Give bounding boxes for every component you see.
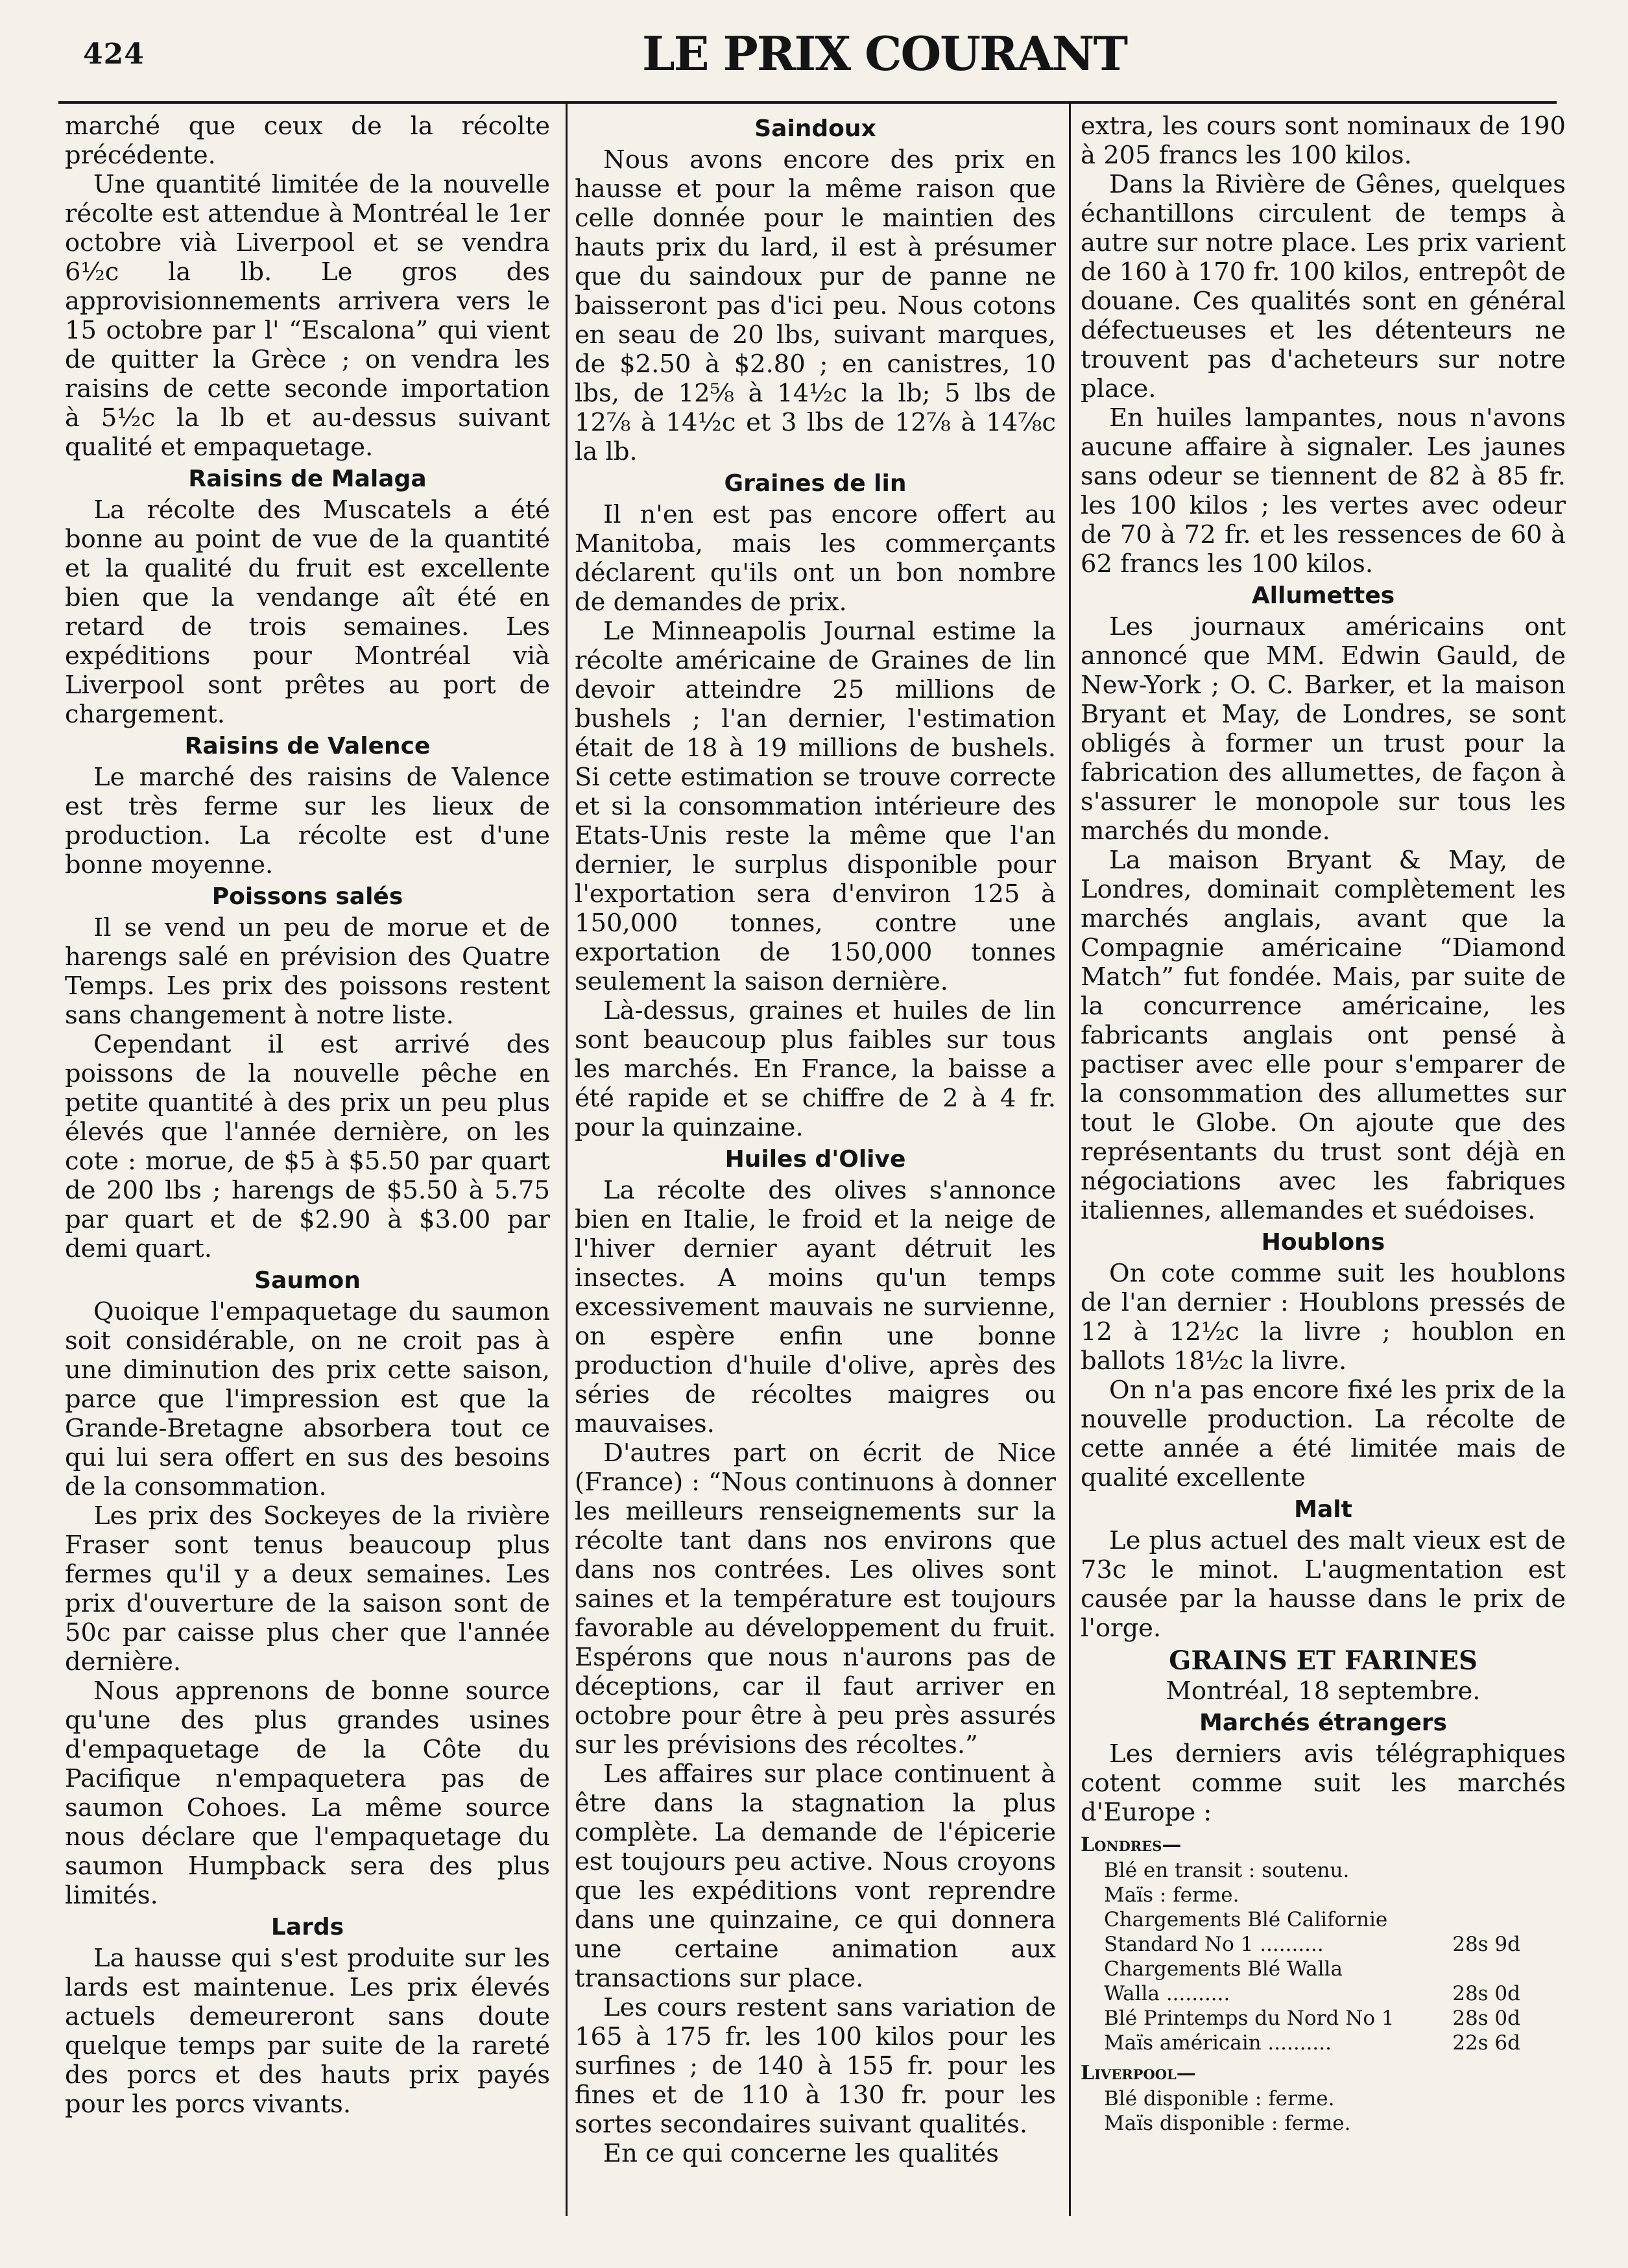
quote-row (1104, 2031, 1566, 2055)
paragraph: On cote comme suit les houblons de l'an dernier : Houblons pressés de 12 à 12½c la livre ; houblon en ballots 18½c la livre. (1081, 1259, 1566, 1376)
paragraph: Le marché des raisins de Valence est très ferme sur les lieux de production. La récolte est d'une bonne moyenne. (65, 763, 550, 879)
page-number: 424 (83, 38, 145, 71)
quote-label: Standard No 1 .......... (1104, 1933, 1324, 1956)
paragraph: En ce qui concerne les qualités (603, 2139, 999, 2168)
quote-line: Blé en transit : soutenu. (1104, 1859, 1350, 1882)
paragraph: Cependant il est arrivé des poissons de la nouvelle pêche en petite quantité à des prix un peu plus élevés que l'année dernière, on les cote : morue, de $5 à $5.50 par quart de 200 lbs ; harengs de $5.50 à 5.75 par quart et de $2.90 à $3.00 par demi quart. (65, 1030, 550, 1263)
paragraph: Dans la Rivière de Gênes, quelques échantillons circulent de temps à autre sur notre place. Les prix varient de 160 à 170 fr. 100 kilos, entrepôt de douane. Ces qualités sont en général défectueuses et les détenteurs ne trouvent pas d'acheteurs sur notre place. (1081, 170, 1566, 403)
paragraph: Les prix des Sockeyes de la rivière Fraser sont tenus beaucoup plus fermes qu'il y a deux semaines. Les prix d'ouverture de la saison sont de 50c par caisse plus cher que l'année dernière. (65, 1501, 550, 1677)
paragraph: La maison Bryant & May, de Londres, dominait complètement les marchés anglais, avant que la Compagnie américaine “Diamond Match” fut fondée. Mais, par suite de la concurrence américaine, les fabricants anglais ont pensé à pactiser avec elle pour s'emparer de la consommation des allumettes sur tout le Globe. On ajoute que des représentants du trust sont déjà en négociations avec les fabriques italiennes, allemandes et suédoises. (1081, 846, 1566, 1225)
section-heading: Graines de lin (724, 470, 907, 497)
quote-label: Walla .......... (1104, 1982, 1230, 2005)
dateline: Montréal, 18 septembre. (1166, 1677, 1481, 1706)
paragraph: Les affaires sur place continuent à être dans la stagnation la plus complète. La demande de l'épicerie est toujours peu active. Nous croyons que les expéditions vont reprendre dans une quinzaine, ce qui donnera une certaine animation aux transactions sur place. (575, 1760, 1056, 1993)
quote-line: Maïs : ferme. (1104, 1883, 1239, 1907)
paragraph: Le Minneapolis Journal estime la récolte américaine de Graines de lin devoir atteindre 25 millions de bushels ; l'an dernier, l'estimation était de 18 à 19 millions de bushels. Si cette estimation se trouve correcte et si la consommation intérieure des Etats-Unis reste la même que l'an dernier, le surplus disponible pour l'exportation sera d'environ 125 à 150,000 tonnes, contre une exportation de 150,000 tonnes seulement la saison dernière. (575, 617, 1056, 996)
section-heading-large: GRAINS ET FARINES (1169, 1645, 1478, 1676)
section-heading: Raisins de Valence (184, 733, 431, 759)
quote-line: Chargements Blé Walla (1104, 1957, 1343, 1981)
paragraph: En huiles lampantes, nous n'avons aucune affaire à signaler. Les jaunes sans odeur se tiennent de 82 à 85 fr. les 100 kilos ; les vertes avec odeur de 70 à 72 fr. et les ressences de 60 à 62 francs les 100 kilos. (1081, 403, 1566, 579)
column-2 (575, 112, 1056, 2216)
paragraph: Là-dessus, graines et huiles de lin sont beaucoup plus faibles sur tous les marchés. En France, la baisse a été rapide et se chiffre de 2 à 4 fr. pour la quinzaine. (575, 996, 1056, 1142)
quote-label: Maïs américain .......... (1104, 2031, 1332, 2055)
paragraph: Une quantité limitée de la nouvelle récolte est attendue à Montréal le 1er octobre vià Liverpool et se vendra 6½c la lb. Le gros des approvisionnements arrivera vers le 15 octobre par l' “Escalona” qui vient de quitter la Grèce ; on vendra les raisins de cette seconde importation à 5½c la lb et au-dessus suivant qualité et empaquetage. (65, 170, 550, 462)
section-heading: Saindoux (754, 115, 876, 142)
quote-line: Blé disponible : ferme. (1104, 2087, 1335, 2110)
quote-label: Blé Printemps du Nord No 1 (1104, 2007, 1395, 2030)
quote-row (1104, 1981, 1566, 2006)
paragraph: Il n'en est pas encore offert au Manitoba, mais les commerçants déclarent qu'ils ont un bon nombre de demandes de prix. (575, 500, 1056, 617)
column-rule (566, 104, 568, 2216)
paragraph: Nous apprenons de bonne source qu'une des plus grandes usines d'empaquetage de la Côte du Pacifique n'empaquetera pas de saumon Cohoes. La même source nous déclare que l'empaquetage du saumon Humpback sera des plus limités. (65, 1677, 550, 1910)
paragraph: On n'a pas encore fixé les prix de la nouvelle production. La récolte de cette année a été limitée mais de qualité excellente (1081, 1376, 1566, 1492)
paragraph: extra, les cours sont nominaux de 190 à 205 francs les 100 kilos. (1081, 112, 1566, 170)
section-heading: Marchés étrangers (1199, 1710, 1447, 1736)
section-heading: Raisins de Malaga (188, 466, 427, 492)
paragraph: La récolte des olives s'annonce bien en Italie, le froid et la neige de l'hiver dernier ayant détruit les insectes. A moins qu'un temps excessivement mauvais ne survienne, on espère enfin une bonne production d'huile d'olive, après des séries de récoltes maigres ou mauvaises. (575, 1176, 1056, 1438)
paragraph: Les cours restent sans variation de 165 à 175 fr. les 100 kilos pour les surfines ; de 140 à 155 fr. pour les fines et de 110 à 130 fr. pour les sortes secondaires suivant qualités. (575, 1993, 1056, 2139)
paragraph: D'autres part on écrit de Nice (France) : “Nous continuons à donner les meilleurs renseignements sur la récolte tant dans nos environs que dans nos contrées. Les olives sont saines et la température est toujours favorable au développement du fruit. Espérons que nous n'aurons pas de déceptions, car il faut arriver en octobre pour être à peu près assurés sur les prévisions des récoltes.” (575, 1438, 1056, 1760)
paragraph: Nous avons encore des prix en hausse et pour la même raison que celle donnée pour le maintien des hauts prix du lard, il est à présumer que du saindoux pur de panne ne baisseront pas d'ici peu. Nous cotons en seau de 20 lbs, suivant marques, de $2.50 à $2.80 ; en canistres, 10 lbs, de 12⅝ à 14½c la lb; 5 lbs de 12⅞ à 14½c et 3 lbs de 12⅞ à 14⅞c la lb. (575, 145, 1056, 466)
paragraph: Les derniers avis télégraphiques cotent comme suit les marchés d'Europe : (1081, 1739, 1566, 1827)
paragraph: Le plus actuel des malt vieux est de 73c le minot. L'augmentation est causée par la hausse dans le prix de l'orge. (1081, 1526, 1566, 1643)
section-heading: Lards (270, 1914, 344, 1940)
top-rule (58, 101, 1557, 104)
column-1 (65, 112, 550, 2216)
quote-value: 28s 0d (1452, 1982, 1520, 2005)
market-label-london: Londres— (1081, 1833, 1182, 1856)
quote-value: 28s 9d (1452, 1933, 1520, 1956)
section-heading: Allumettes (1251, 582, 1395, 609)
paragraph: Les journaux américains ont annoncé que MM. Edwin Gauld, de New-York ; O. C. Barker, et la maison Bryant et May, de Londres, se sont obligés à former un trust pour la fabrication des allumettes, de façon à s'assurer le monopole sur tous les marchés du monde. (1081, 612, 1566, 846)
section-heading: Huiles d'Olive (724, 1146, 906, 1173)
quote-row (1104, 1932, 1566, 1957)
section-heading: Saumon (254, 1267, 361, 1294)
market-label-liverpool: Liverpool— (1081, 2062, 1196, 2084)
paragraph: Quoique l'empaquetage du saumon soit considérable, on ne croit pas à une diminution des prix cette saison, parce que l'impression est que la Grande-Bretagne absorbera tout ce qui lui sera offert en sus des besoins de la consommation. (65, 1297, 550, 1501)
paragraph: marché que ceux de la récolte précédente. (65, 112, 550, 170)
quote-line: Chargements Blé Californie (1104, 1908, 1388, 1931)
paragraph: La récolte des Muscatels a été bonne au point de vue de la quantité et la qualité du fruit est excellente bien que la vendange aît été en retard de trois semaines. Les expéditions pour Montréal vià Liverpool sont prêtes au port de chargement. (65, 495, 550, 729)
quote-value: 22s 6d (1452, 2031, 1520, 2055)
market-quotes-liverpool (1081, 2086, 1566, 2136)
paragraph: La hausse qui s'est produite sur les lards est maintenue. Les prix élevés actuels demeureront sans doute quelque temps par suite de la rareté des porcs et des hauts prix payés pour les porcs vivants. (65, 1944, 550, 2119)
section-heading: Malt (1294, 1496, 1352, 1523)
quote-line: Maïs disponible : ferme. (1104, 2112, 1351, 2135)
quote-value: 28s 0d (1452, 2007, 1520, 2030)
column-3 (1081, 112, 1566, 2216)
column-rule (1069, 104, 1071, 2216)
paragraph: Il se vend un peu de morue et de harengs salé en prévision des Quatre Temps. Les prix des poissons restent sans changement à notre liste. (65, 913, 550, 1030)
section-heading: Poissons salés (211, 883, 403, 910)
section-heading: Houblons (1261, 1229, 1385, 1256)
market-quotes-london (1081, 1858, 1566, 2055)
masthead: LE PRIX COURANT (642, 26, 1127, 81)
quote-row (1104, 2006, 1566, 2031)
